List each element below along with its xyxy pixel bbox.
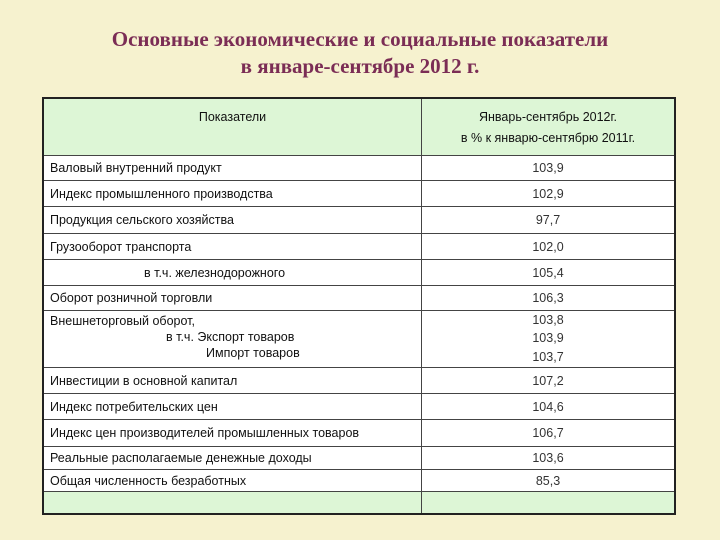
table-row	[43, 156, 675, 181]
row-label: Валовый внутренний продукт	[43, 156, 422, 181]
row-label: Индекс цен производителей промышленных товаров	[43, 420, 422, 447]
title-line-2: в январе-сентябре 2012 г.	[240, 54, 480, 78]
row-value: 102,0	[422, 234, 676, 260]
row-value: 103,8	[532, 313, 564, 327]
row-label: Оборот розничной торговли	[43, 286, 422, 311]
row-value: 106,3	[422, 286, 676, 311]
row-label: Реальные располагаемые денежные доходы	[43, 447, 422, 470]
row-value: 107,2	[422, 368, 676, 394]
table-row	[43, 420, 675, 447]
row-value: 97,7	[422, 207, 676, 234]
row-value: 105,4	[422, 260, 676, 286]
row-value: 103,9	[422, 156, 676, 181]
table-row	[43, 181, 675, 207]
table-row	[43, 311, 675, 368]
row-value: 104,6	[422, 394, 676, 420]
row-sublabel-export: в т.ч. Экспорт товаров	[166, 330, 295, 344]
row-value: 102,9	[422, 181, 676, 207]
table-row	[43, 286, 675, 311]
row-sublabel-import: Импорт товаров	[206, 346, 300, 360]
table-row	[43, 234, 675, 260]
row-label: Общая численность безработных	[43, 470, 422, 492]
row-label: Внешнеторговый оборот,	[50, 314, 195, 328]
row-subvalue-import: 103,7	[532, 350, 564, 364]
row-label: Продукция сельского хозяйства	[43, 207, 422, 234]
row-value: 103,6	[422, 447, 676, 470]
table-row	[43, 207, 675, 234]
row-label: Индекс промышленного производства	[43, 181, 422, 207]
header-period	[422, 98, 676, 156]
row-label-group	[43, 311, 422, 368]
row-value: 85,3	[422, 470, 676, 492]
header-period-line2: в % к январю-сентябрю 2011г.	[460, 131, 636, 145]
table-row	[43, 260, 675, 286]
title-line-1: Основные экономические и социальные показатели	[111, 27, 609, 51]
row-value: 106,7	[422, 420, 676, 447]
table-row	[43, 394, 675, 420]
table-row	[43, 470, 675, 492]
row-label: Инвестиции в основной капитал	[43, 368, 422, 394]
row-label: Индекс потребительских цен	[43, 394, 422, 420]
table-header	[43, 98, 675, 156]
table-footer-row	[43, 492, 675, 515]
footer-cell	[422, 492, 676, 515]
row-label: в т.ч. железнодорожного	[43, 260, 422, 286]
footer-cell	[43, 492, 422, 515]
slide-title	[0, 26, 720, 80]
header-period-line1: Январь-сентябрь 2012г.	[478, 110, 618, 124]
table-row	[43, 368, 675, 394]
table-row	[43, 447, 675, 470]
header-indicators: Показатели	[43, 98, 422, 156]
row-value-group	[422, 311, 676, 368]
indicators-table	[42, 97, 676, 515]
row-subvalue-export: 103,9	[532, 331, 564, 345]
row-label: Грузооборот транспорта	[43, 234, 422, 260]
